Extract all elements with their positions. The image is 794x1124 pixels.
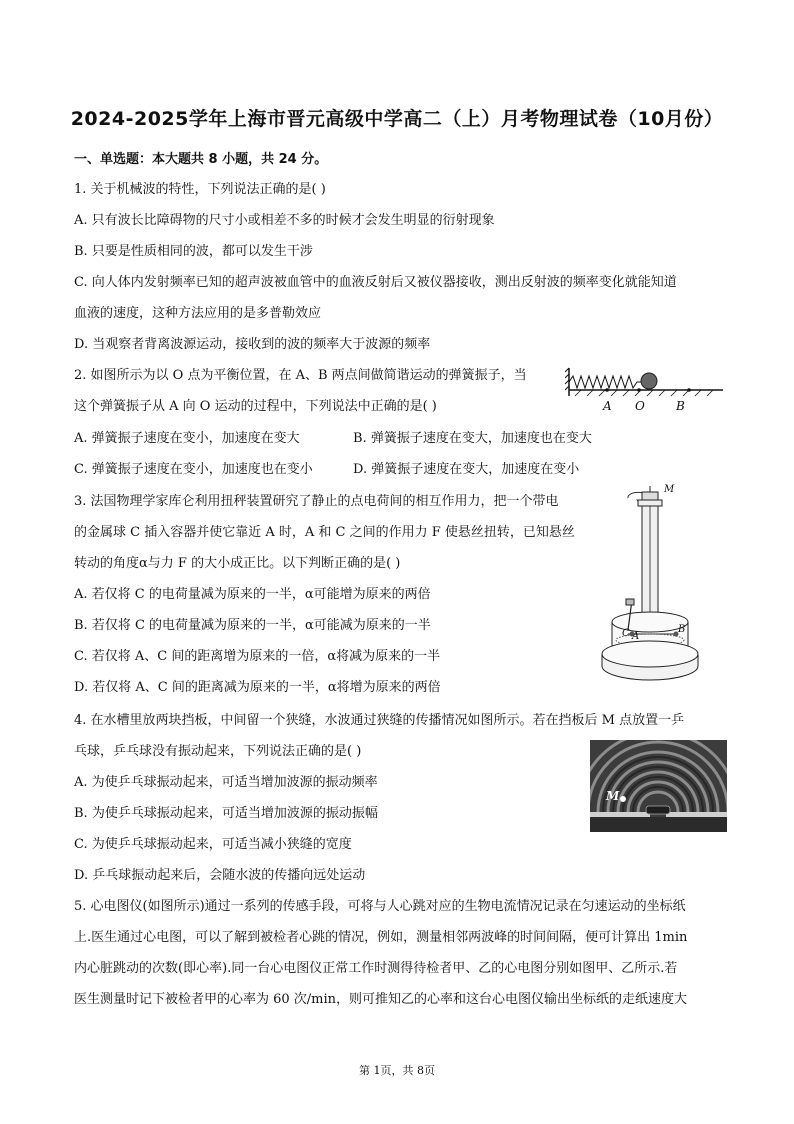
q1-option-b: B. 只要是性质相同的波，都可以发生干涉 xyxy=(74,244,313,259)
page-title: 2024-2025学年上海市晋元高级中学高二（上）月考物理试卷（10月份） xyxy=(70,108,724,130)
q3-option-d: D. 若仅将 A、C 间的距离减为原来的一半，α将增为原来的两倍 xyxy=(74,680,441,695)
diffraction-photo xyxy=(590,740,727,832)
spring-oscillator-figure xyxy=(565,362,725,417)
q4-option-b: B. 为使乒乓球振动起来，可适当增加波源的振动振幅 xyxy=(74,806,378,821)
q5-line3: 内心脏跳动的次数(即心率).同一台心电图仪正常工作时测得待检者甲、乙的心电图分别如图甲、乙所示.若 xyxy=(74,961,678,976)
q2-option-a: A. 弹簧振子速度在变小，加速度在变大 xyxy=(74,431,300,446)
torsion-balance-figure xyxy=(598,482,718,687)
q4-option-a: A. 为使乒乓球振动起来，可适当增加波源的振动频率 xyxy=(74,775,378,790)
label-c: C xyxy=(622,628,630,639)
q2-option-c: C. 弹簧振子速度在变小，加速度也在变小 xyxy=(74,462,313,477)
q1-option-a: A. 只有波长比障碍物的尺寸小或相差不多的时候才会发生明显的衍射现象 xyxy=(74,213,495,228)
label-o: O xyxy=(635,399,645,413)
q1-option-d: D. 当观察者背离波源运动，接收到的波的频率大于波源的频率 xyxy=(74,337,431,352)
q4-option-d: D. 乒乓球振动起来后，会随水波的传播向远处运动 xyxy=(74,868,366,883)
q1-option-c: C. 向人体内发射频率已知的超声波被血管中的血液反射后又被仪器接收，测出反射波的频率变化就能知道 xyxy=(74,275,677,290)
label-b: B xyxy=(678,624,686,635)
label-a: A xyxy=(603,399,612,413)
q1-stem: 1. 关于机械波的特性，下列说法正确的是( ) xyxy=(74,182,326,197)
q3-option-b: B. 若仅将 C 的电荷量减为原来的一半，α可能减为原来的一半 xyxy=(74,618,431,633)
q3-option-c: C. 若仅将 A、C 间的距离增为原来的一倍，α将减为原来的一半 xyxy=(74,649,441,664)
label-m: M xyxy=(664,484,675,495)
q3-option-a: A. 若仅将 C 的电荷量减为原来的一半，α可能增为原来的两倍 xyxy=(74,587,431,602)
q2-stem-line2: 这个弹簧振子从 A 向 O 运动的过程中，下列说法中正确的是( ) xyxy=(74,399,437,414)
q5-line1: 5. 心电图仪(如图所示)通过一系列的传感手段，可将与人心跳对应的生物电流情况记录在匀速运动的坐标纸 xyxy=(74,899,686,914)
page-footer: 第 1页，共 8页 xyxy=(359,1064,435,1077)
q3-stem-line3: 转动的角度α与力 F 的大小成正比。以下判断正确的是( ) xyxy=(74,556,401,571)
q4-stem-line1: 4. 在水槽里放两块挡板，中间留一个狭缝，水波通过狭缝的传播情况如图所示。若在挡板后 M 点放置一乒 xyxy=(74,713,685,728)
q4-stem-line2: 乓球，乒乓球没有振动起来，下列说法正确的是( ) xyxy=(74,744,362,759)
label-a: A xyxy=(632,631,640,642)
q2-option-b: B. 弹簧振子速度在变大，加速度也在变大 xyxy=(353,431,592,446)
q4-option-c: C. 为使乒乓球振动起来，可适当减小狭缝的宽度 xyxy=(74,837,352,852)
label-b: B xyxy=(676,399,685,413)
q3-stem-line2: 的金属球 C 插入容器并使它靠近 A 时，A 和 C 之间的作用力 F 使悬丝扭转，已知悬丝 xyxy=(74,525,575,540)
section-heading: 一、单选题：本大题共 8 小题，共 24 分。 xyxy=(74,152,328,167)
q2-stem-line1: 2. 如图所示为以 O 点为平衡位置，在 A、B 两点间做简谐运动的弹簧振子，当 xyxy=(74,368,527,383)
label-m: M xyxy=(606,789,620,803)
q2-option-d: D. 弹簧振子速度在变大，加速度在变小 xyxy=(353,462,580,477)
q3-stem-line1: 3. 法国物理学家库仑利用扭秤装置研究了静止的点电荷间的相互作用力，把一个带电 xyxy=(74,494,559,509)
q5-line2: 上.医生通过心电图，可以了解到被检者心跳的情况，例如，测量相邻两波峰的时间间隔，便可计算出 1min xyxy=(74,930,688,945)
q1-option-c-cont: 血液的速度，这种方法应用的是多普勒效应 xyxy=(74,306,322,321)
q5-line4: 医生测量时记下被检者甲的心率为 60 次/min，则可推知乙的心率和这台心电图仪输出坐标纸的走纸速度大 xyxy=(74,992,688,1007)
